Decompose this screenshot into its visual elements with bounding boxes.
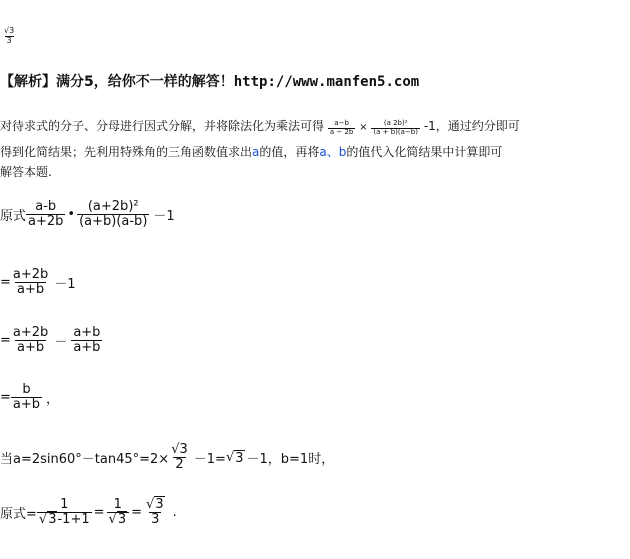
step-tail: －1 [54, 277, 76, 293]
variables-a-b: a、b [319, 145, 347, 159]
sqrt-radicand: 3 [117, 512, 127, 528]
step-tail: －1 [153, 209, 175, 225]
times-sign: × [359, 122, 368, 133]
fraction-numerator: a−b [334, 119, 349, 128]
fraction [11, 268, 50, 298]
paragraph-text: 对待求式的分子、分母进行因式分解，并将除法化为乘法可得 [0, 119, 325, 133]
paragraph-text: 的值，再将 [259, 145, 320, 159]
fraction [37, 498, 92, 528]
step-text: －1= [193, 452, 226, 468]
step-text: －1，b=1时， [246, 452, 335, 468]
fraction-denominator: 3 [151, 512, 160, 528]
site-url: http://www.manfen5.com [233, 74, 420, 90]
fraction [169, 443, 190, 473]
sqrt-icon: √ [146, 497, 155, 512]
step-prefix: 原式 [0, 209, 27, 225]
fraction [11, 326, 50, 356]
step-2 [0, 268, 76, 298]
fraction [26, 200, 65, 230]
sqrt-icon: √ [108, 512, 117, 528]
fraction [77, 200, 149, 230]
fraction-numerator: b [22, 382, 31, 397]
paragraph-line-1 [0, 114, 520, 140]
step-1 [0, 200, 175, 230]
fraction [71, 326, 102, 356]
fraction-denominator [37, 512, 92, 527]
paragraph-text: 解答本题. [0, 165, 52, 179]
step-5 [0, 443, 334, 473]
fraction-numerator: a-b [35, 199, 57, 214]
period: . [172, 505, 177, 521]
dot-operator: • [67, 207, 76, 223]
fraction-denominator: 2 [175, 457, 184, 473]
denominator-tail: -1+1 [57, 512, 90, 528]
answer-numerator: √3 [4, 26, 15, 36]
fraction-numerator: 1 [113, 497, 122, 512]
fraction-denominator: (a+b)(a-b) [79, 214, 148, 230]
step-prefix: = [0, 275, 11, 291]
step-tail: ， [46, 392, 60, 408]
paragraph-line-2 [0, 143, 502, 160]
analysis-label: 【解析】满分5，给你不一样的解答！ [0, 74, 234, 90]
fraction-denominator: a+b [17, 340, 45, 356]
fraction-numerator: a+2b [12, 325, 49, 340]
step-text: 当a=2sin60°－tan45°=2× [0, 452, 170, 468]
fraction-numerator: a+b [73, 325, 101, 340]
sqrt-icon: √ [38, 512, 48, 528]
variable-a: a [252, 145, 260, 159]
fraction-numerator: 1 [60, 497, 69, 512]
fraction-denominator: a − 2b [329, 128, 354, 136]
fraction-denominator: a+b [12, 397, 41, 413]
step-6 [0, 498, 177, 528]
step-3 [0, 326, 102, 356]
answer-denominator: 3 [6, 36, 12, 45]
inline-fraction-2 [371, 120, 420, 136]
answer-fraction [2, 26, 16, 46]
fraction [107, 498, 130, 528]
analysis-header [0, 71, 419, 91]
fraction-numerator: a+2b [12, 267, 49, 282]
sqrt-radicand: 3 [235, 450, 244, 466]
step-prefix: = [0, 390, 11, 406]
equals-sign: = [93, 505, 105, 521]
fraction-denominator: a+2b [28, 214, 64, 230]
paragraph-line-3 [0, 163, 52, 180]
sqrt-radicand: 3 [155, 497, 164, 512]
sqrt-icon: √ [225, 450, 235, 466]
sqrt-radicand: 3 [48, 512, 57, 528]
minus-sign: － [54, 335, 68, 351]
fraction [144, 498, 167, 528]
paragraph-text: 的值代入化简结果中计算即可 [346, 145, 503, 159]
paragraph-text: 得到化简结果；先利用特殊角的三角函数值求出 [0, 145, 253, 159]
step-prefix: = [0, 333, 11, 349]
equals-sign: = [131, 505, 143, 521]
fraction-numerator: √3 [171, 442, 188, 457]
fraction-numerator: (a 2b)² [383, 119, 408, 128]
fraction-numerator: (a+2b)² [87, 199, 139, 214]
paragraph-text: -1，通过约分即可 [423, 119, 520, 133]
fraction-denominator: (a + b)(a−b) [373, 128, 418, 136]
fraction-denominator: a+b [73, 340, 101, 356]
inline-fraction-1 [328, 120, 356, 136]
fraction-numerator [144, 498, 167, 512]
fraction [11, 383, 42, 413]
fraction-denominator [107, 512, 130, 527]
step-4 [0, 383, 59, 413]
fraction-denominator: a+b [17, 282, 45, 298]
step-prefix: 原式= [0, 507, 37, 523]
